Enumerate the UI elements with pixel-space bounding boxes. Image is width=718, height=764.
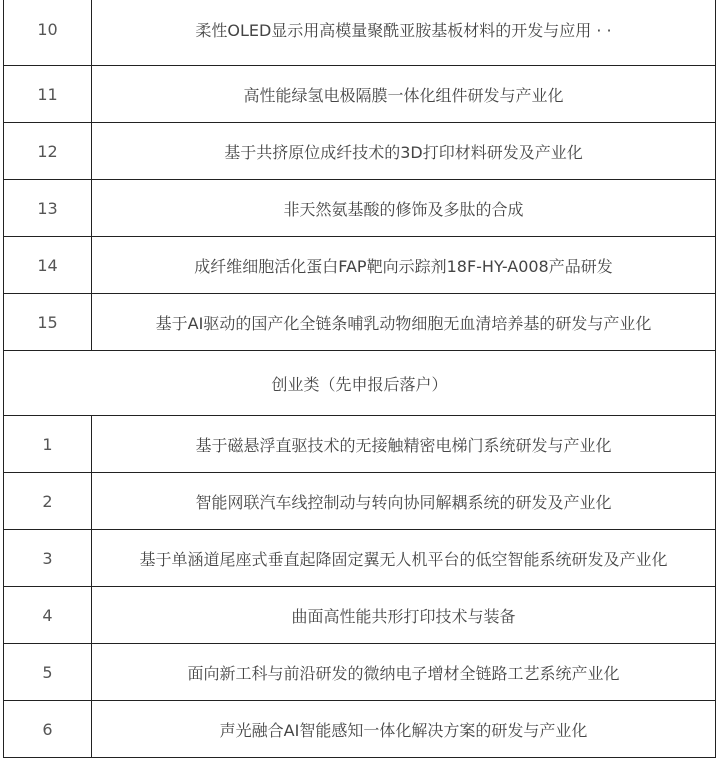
table-row — [4, 416, 716, 473]
project-title: 曲面高性能共形打印技术与装备 — [92, 587, 716, 644]
project-title: 成纤维细胞活化蛋白FAP靶向示踪剂18F-HY-A008产品研发 — [92, 237, 716, 294]
table-row — [4, 530, 716, 587]
row-number: 2 — [4, 473, 92, 530]
row-number: 1 — [4, 416, 92, 473]
category-row — [4, 351, 716, 416]
row-number: 12 — [4, 123, 92, 180]
project-title: 基于共挤原位成纤技术的3D打印材料研发及产业化 — [92, 123, 716, 180]
project-list-table — [3, 0, 716, 758]
row-number: 15 — [4, 294, 92, 351]
table-row — [4, 294, 716, 351]
project-title: 柔性OLED显示用高模量聚酰亚胺基板材料的开发与应用 · · — [92, 0, 716, 66]
table-row — [4, 237, 716, 294]
project-title: 智能网联汽车线控制动与转向协同解耦系统的研发及产业化 — [92, 473, 716, 530]
table-row — [4, 66, 716, 123]
row-number: 10 — [4, 0, 92, 66]
table-row — [4, 123, 716, 180]
project-title: 高性能绿氢电极隔膜一体化组件研发与产业化 — [92, 66, 716, 123]
row-number: 14 — [4, 237, 92, 294]
table-row — [4, 587, 716, 644]
project-title: 面向新工科与前沿研发的微纳电子增材全链路工艺系统产业化 — [92, 644, 716, 701]
project-title: 声光融合AI智能感知一体化解决方案的研发与产业化 — [92, 701, 716, 758]
row-number: 13 — [4, 180, 92, 237]
table-row — [4, 180, 716, 237]
row-number: 4 — [4, 587, 92, 644]
project-title: 基于AI驱动的国产化全链条哺乳动物细胞无血清培养基的研发与产业化 — [92, 294, 716, 351]
table-row — [4, 701, 716, 758]
project-title: 基于磁悬浮直驱技术的无接触精密电梯门系统研发与产业化 — [92, 416, 716, 473]
category-heading: 创业类（先申报后落户） — [4, 351, 716, 416]
project-title: 基于单涵道尾座式垂直起降固定翼无人机平台的低空智能系统研发及产业化 — [92, 530, 716, 587]
table-row — [4, 0, 716, 66]
row-number: 3 — [4, 530, 92, 587]
table-row — [4, 644, 716, 701]
row-number: 5 — [4, 644, 92, 701]
project-title: 非天然氨基酸的修饰及多肽的合成 — [92, 180, 716, 237]
row-number: 6 — [4, 701, 92, 758]
table-row — [4, 473, 716, 530]
row-number: 11 — [4, 66, 92, 123]
